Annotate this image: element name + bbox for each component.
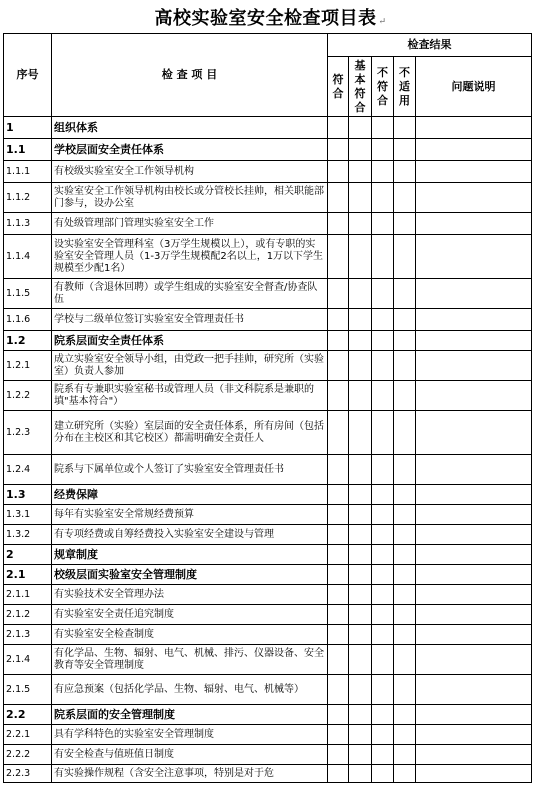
row-seq: 1.3 bbox=[4, 485, 52, 505]
empty-cell bbox=[328, 545, 349, 565]
empty-cell bbox=[372, 139, 394, 161]
check-cell-na[interactable] bbox=[394, 645, 416, 675]
notes-cell[interactable] bbox=[416, 381, 532, 411]
check-cell-noncomply[interactable] bbox=[372, 351, 394, 381]
table-row bbox=[4, 455, 532, 485]
check-cell-comply[interactable] bbox=[328, 381, 349, 411]
check-cell-basic-comply[interactable] bbox=[349, 625, 372, 645]
notes-cell[interactable] bbox=[416, 605, 532, 625]
check-cell-basic-comply[interactable] bbox=[349, 381, 372, 411]
empty-cell bbox=[328, 565, 349, 585]
row-item: 具有学科特色的实验室安全管理制度 bbox=[52, 725, 328, 745]
check-cell-comply[interactable] bbox=[328, 585, 349, 605]
table-row bbox=[4, 545, 532, 565]
header-col-basic-comply: 基本符合 bbox=[349, 57, 372, 117]
row-seq: 1 bbox=[4, 117, 52, 139]
empty-cell bbox=[416, 117, 532, 139]
check-cell-noncomply[interactable] bbox=[372, 505, 394, 525]
empty-cell bbox=[349, 331, 372, 351]
page-title bbox=[0, 6, 541, 32]
check-cell-basic-comply[interactable] bbox=[349, 213, 372, 235]
check-cell-comply[interactable] bbox=[328, 625, 349, 645]
notes-cell[interactable] bbox=[416, 183, 532, 213]
table-row bbox=[4, 331, 532, 351]
check-cell-basic-comply[interactable] bbox=[349, 645, 372, 675]
row-item: 有实验室安全责任追究制度 bbox=[52, 605, 328, 625]
row-seq: 2.1.3 bbox=[4, 625, 52, 645]
header-col-notes: 问题说明 bbox=[416, 57, 532, 117]
row-item: 院系层面的安全管理制度 bbox=[52, 705, 328, 725]
row-item: 有实验技术安全管理办法 bbox=[52, 585, 328, 605]
table-row bbox=[4, 765, 532, 783]
table-body bbox=[4, 117, 532, 783]
check-cell-noncomply[interactable] bbox=[372, 745, 394, 765]
empty-cell bbox=[372, 485, 394, 505]
row-seq: 2.1.5 bbox=[4, 675, 52, 705]
empty-cell bbox=[349, 545, 372, 565]
row-seq: 1.1.5 bbox=[4, 279, 52, 309]
table-row bbox=[4, 525, 532, 545]
row-seq: 1.2.3 bbox=[4, 411, 52, 455]
check-cell-basic-comply[interactable] bbox=[349, 351, 372, 381]
check-cell-na[interactable] bbox=[394, 455, 416, 485]
row-item: 有化学品、生物、辐射、电气、机械、排污、仪器设备、安全教育等安全管理制度 bbox=[52, 645, 328, 675]
row-item: 学校层面安全责任体系 bbox=[52, 139, 328, 161]
row-seq: 1.2.1 bbox=[4, 351, 52, 381]
empty-cell bbox=[349, 485, 372, 505]
check-cell-noncomply[interactable] bbox=[372, 279, 394, 309]
check-cell-basic-comply[interactable] bbox=[349, 585, 372, 605]
table-row bbox=[4, 381, 532, 411]
table-row bbox=[4, 625, 532, 645]
row-seq: 2 bbox=[4, 545, 52, 565]
row-seq: 1.3.2 bbox=[4, 525, 52, 545]
check-cell-basic-comply[interactable] bbox=[349, 675, 372, 705]
check-cell-na[interactable] bbox=[394, 235, 416, 279]
table-row bbox=[4, 725, 532, 745]
check-cell-comply[interactable] bbox=[328, 505, 349, 525]
check-cell-na[interactable] bbox=[394, 381, 416, 411]
empty-cell bbox=[328, 139, 349, 161]
table-row bbox=[4, 645, 532, 675]
check-cell-noncomply[interactable] bbox=[372, 645, 394, 675]
check-cell-na[interactable] bbox=[394, 279, 416, 309]
row-seq: 2.1.2 bbox=[4, 605, 52, 625]
row-seq: 1.1.2 bbox=[4, 183, 52, 213]
check-cell-na[interactable] bbox=[394, 525, 416, 545]
header-col-noncomply: 不符合 bbox=[372, 57, 394, 117]
empty-cell bbox=[328, 117, 349, 139]
table-row bbox=[4, 705, 532, 725]
check-cell-comply[interactable] bbox=[328, 235, 349, 279]
row-item: 有处级管理部门管理实验室安全工作 bbox=[52, 213, 328, 235]
empty-cell bbox=[416, 139, 532, 161]
check-cell-noncomply[interactable] bbox=[372, 161, 394, 183]
check-cell-comply[interactable] bbox=[328, 213, 349, 235]
header-col-comply: 符合 bbox=[328, 57, 349, 117]
header-item: 检 查 项 目 bbox=[52, 34, 328, 117]
row-item: 有实验室安全检查制度 bbox=[52, 625, 328, 645]
row-item: 实验室安全工作领导机构由校长或分管校长挂帅，相关职能部门参与，设办公室 bbox=[52, 183, 328, 213]
check-cell-basic-comply[interactable] bbox=[349, 235, 372, 279]
row-item: 每年有实验室安全常规经费预算 bbox=[52, 505, 328, 525]
notes-cell[interactable] bbox=[416, 161, 532, 183]
check-cell-basic-comply[interactable] bbox=[349, 525, 372, 545]
row-seq: 1.1.4 bbox=[4, 235, 52, 279]
row-seq: 2.2.1 bbox=[4, 725, 52, 745]
check-cell-noncomply[interactable] bbox=[372, 183, 394, 213]
empty-cell bbox=[372, 545, 394, 565]
check-cell-basic-comply[interactable] bbox=[349, 455, 372, 485]
notes-cell[interactable] bbox=[416, 309, 532, 331]
check-cell-na[interactable] bbox=[394, 351, 416, 381]
table-row bbox=[4, 183, 532, 213]
table-row bbox=[4, 565, 532, 585]
check-cell-comply[interactable] bbox=[328, 161, 349, 183]
table-row bbox=[4, 411, 532, 455]
check-cell-na[interactable] bbox=[394, 505, 416, 525]
check-cell-comply[interactable] bbox=[328, 725, 349, 745]
empty-cell bbox=[416, 331, 532, 351]
empty-cell bbox=[416, 545, 532, 565]
check-cell-noncomply[interactable] bbox=[372, 235, 394, 279]
row-seq: 2.2.3 bbox=[4, 765, 52, 783]
row-seq: 1.1.3 bbox=[4, 213, 52, 235]
notes-cell[interactable] bbox=[416, 411, 532, 455]
check-cell-noncomply[interactable] bbox=[372, 381, 394, 411]
table-row bbox=[4, 309, 532, 331]
check-cell-comply[interactable] bbox=[328, 183, 349, 213]
check-cell-basic-comply[interactable] bbox=[349, 505, 372, 525]
table-row bbox=[4, 351, 532, 381]
check-cell-noncomply[interactable] bbox=[372, 525, 394, 545]
notes-cell[interactable] bbox=[416, 745, 532, 765]
check-cell-noncomply[interactable] bbox=[372, 765, 394, 783]
empty-cell bbox=[349, 139, 372, 161]
header-result-group: 检查结果 bbox=[328, 34, 532, 57]
check-cell-noncomply[interactable] bbox=[372, 309, 394, 331]
empty-cell bbox=[416, 485, 532, 505]
table-row bbox=[4, 585, 532, 605]
check-cell-comply[interactable] bbox=[328, 675, 349, 705]
row-seq: 1.1 bbox=[4, 139, 52, 161]
empty-cell bbox=[328, 331, 349, 351]
title-text: 高校实验室安全检查项目表 bbox=[154, 8, 377, 29]
check-cell-na[interactable] bbox=[394, 183, 416, 213]
empty-cell bbox=[394, 545, 416, 565]
row-seq: 1.1.6 bbox=[4, 309, 52, 331]
notes-cell[interactable] bbox=[416, 213, 532, 235]
empty-cell bbox=[394, 117, 416, 139]
row-item: 有教师（含退休回聘）或学生组成的实验室安全督查/协查队伍 bbox=[52, 279, 328, 309]
table-row bbox=[4, 745, 532, 765]
row-item: 院系与下属单位或个人签订了实验室安全管理责任书 bbox=[52, 455, 328, 485]
row-seq: 1.3.1 bbox=[4, 505, 52, 525]
notes-cell[interactable] bbox=[416, 725, 532, 745]
check-cell-comply[interactable] bbox=[328, 411, 349, 455]
row-item: 规章制度 bbox=[52, 545, 328, 565]
table-row bbox=[4, 505, 532, 525]
notes-cell[interactable] bbox=[416, 455, 532, 485]
check-cell-na[interactable] bbox=[394, 675, 416, 705]
check-cell-comply[interactable] bbox=[328, 745, 349, 765]
row-item: 有专项经费或自筹经费投入实验室安全建设与管理 bbox=[52, 525, 328, 545]
notes-cell[interactable] bbox=[416, 765, 532, 783]
check-cell-na[interactable] bbox=[394, 213, 416, 235]
empty-cell bbox=[394, 485, 416, 505]
row-item: 有应急预案（包括化学品、生物、辐射、电气、机械等） bbox=[52, 675, 328, 705]
check-cell-na[interactable] bbox=[394, 725, 416, 745]
table-row bbox=[4, 213, 532, 235]
table-row bbox=[4, 161, 532, 183]
check-cell-na[interactable] bbox=[394, 309, 416, 331]
check-cell-comply[interactable] bbox=[328, 279, 349, 309]
empty-cell bbox=[394, 705, 416, 725]
check-cell-noncomply[interactable] bbox=[372, 725, 394, 745]
empty-cell bbox=[328, 485, 349, 505]
check-cell-comply[interactable] bbox=[328, 765, 349, 783]
check-cell-basic-comply[interactable] bbox=[349, 411, 372, 455]
check-cell-basic-comply[interactable] bbox=[349, 309, 372, 331]
table-row bbox=[4, 675, 532, 705]
empty-cell bbox=[328, 705, 349, 725]
row-item: 经费保障 bbox=[52, 485, 328, 505]
row-item: 设实验室安全管理科室（3万学生规模以上），或有专职的实验室安全管理人员（1-3万学生规模配2名以上，1万以下学生规模至少配1名） bbox=[52, 235, 328, 279]
check-cell-basic-comply[interactable] bbox=[349, 161, 372, 183]
row-seq: 2.1.4 bbox=[4, 645, 52, 675]
table-row bbox=[4, 279, 532, 309]
notes-cell[interactable] bbox=[416, 525, 532, 545]
empty-cell bbox=[372, 117, 394, 139]
check-cell-na[interactable] bbox=[394, 585, 416, 605]
notes-cell[interactable] bbox=[416, 625, 532, 645]
check-cell-comply[interactable] bbox=[328, 455, 349, 485]
empty-cell bbox=[372, 331, 394, 351]
table-row bbox=[4, 139, 532, 161]
header-col-na: 不适用 bbox=[394, 57, 416, 117]
row-item: 有实验操作规程（含安全注意事项，特别是对于危 bbox=[52, 765, 328, 783]
notes-cell[interactable] bbox=[416, 279, 532, 309]
check-cell-na[interactable] bbox=[394, 411, 416, 455]
row-item: 组织体系 bbox=[52, 117, 328, 139]
check-cell-noncomply[interactable] bbox=[372, 605, 394, 625]
check-cell-na[interactable] bbox=[394, 161, 416, 183]
empty-cell bbox=[349, 565, 372, 585]
check-cell-noncomply[interactable] bbox=[372, 585, 394, 605]
row-seq: 2.1.1 bbox=[4, 585, 52, 605]
check-cell-noncomply[interactable] bbox=[372, 213, 394, 235]
notes-cell[interactable] bbox=[416, 645, 532, 675]
check-cell-na[interactable] bbox=[394, 745, 416, 765]
notes-cell[interactable] bbox=[416, 585, 532, 605]
empty-cell bbox=[349, 117, 372, 139]
check-cell-basic-comply[interactable] bbox=[349, 605, 372, 625]
row-item: 院系层面安全责任体系 bbox=[52, 331, 328, 351]
paragraph-mark: ↵ bbox=[378, 17, 387, 27]
row-seq: 2.2.2 bbox=[4, 745, 52, 765]
empty-cell bbox=[372, 565, 394, 585]
row-seq: 1.2.2 bbox=[4, 381, 52, 411]
check-cell-comply[interactable] bbox=[328, 645, 349, 675]
row-seq: 2.2 bbox=[4, 705, 52, 725]
check-cell-basic-comply[interactable] bbox=[349, 279, 372, 309]
row-item: 建立研究所（实验）室层面的安全责任体系，所有房间（包括分布在主校区和其它校区）都需明确安全责任人 bbox=[52, 411, 328, 455]
row-seq: 2.1 bbox=[4, 565, 52, 585]
empty-cell bbox=[394, 565, 416, 585]
table-row bbox=[4, 605, 532, 625]
empty-cell bbox=[349, 705, 372, 725]
empty-cell bbox=[394, 139, 416, 161]
inspection-table bbox=[3, 33, 532, 783]
table-row bbox=[4, 117, 532, 139]
row-seq: 1.2 bbox=[4, 331, 52, 351]
check-cell-basic-comply[interactable] bbox=[349, 183, 372, 213]
header-seq: 序号 bbox=[4, 34, 52, 117]
row-item: 学校与二级单位签订实验室安全管理责任书 bbox=[52, 309, 328, 331]
check-cell-noncomply[interactable] bbox=[372, 411, 394, 455]
row-seq: 1.2.4 bbox=[4, 455, 52, 485]
empty-cell bbox=[394, 331, 416, 351]
check-cell-na[interactable] bbox=[394, 625, 416, 645]
check-cell-comply[interactable] bbox=[328, 309, 349, 331]
notes-cell[interactable] bbox=[416, 675, 532, 705]
check-cell-comply[interactable] bbox=[328, 605, 349, 625]
row-item: 校级层面实验室安全管理制度 bbox=[52, 565, 328, 585]
notes-cell[interactable] bbox=[416, 505, 532, 525]
notes-cell[interactable] bbox=[416, 351, 532, 381]
check-cell-na[interactable] bbox=[394, 765, 416, 783]
row-item: 有校级实验室安全工作领导机构 bbox=[52, 161, 328, 183]
check-cell-na[interactable] bbox=[394, 605, 416, 625]
check-cell-basic-comply[interactable] bbox=[349, 765, 372, 783]
table-row bbox=[4, 235, 532, 279]
empty-cell bbox=[372, 705, 394, 725]
check-cell-basic-comply[interactable] bbox=[349, 725, 372, 745]
check-cell-noncomply[interactable] bbox=[372, 675, 394, 705]
notes-cell[interactable] bbox=[416, 235, 532, 279]
row-item: 院系有专兼职实验室秘书或管理人员（非文科院系是兼职的填"基本符合"） bbox=[52, 381, 328, 411]
check-cell-noncomply[interactable] bbox=[372, 455, 394, 485]
row-seq: 1.1.1 bbox=[4, 161, 52, 183]
empty-cell bbox=[416, 705, 532, 725]
check-cell-comply[interactable] bbox=[328, 351, 349, 381]
check-cell-noncomply[interactable] bbox=[372, 625, 394, 645]
empty-cell bbox=[416, 565, 532, 585]
table-row bbox=[4, 485, 532, 505]
row-item: 成立实验室安全领导小组，由党政一把手挂帅，研究所（实验室）负责人参加 bbox=[52, 351, 328, 381]
check-cell-comply[interactable] bbox=[328, 525, 349, 545]
check-cell-basic-comply[interactable] bbox=[349, 745, 372, 765]
row-item: 有安全检查与值班值日制度 bbox=[52, 745, 328, 765]
